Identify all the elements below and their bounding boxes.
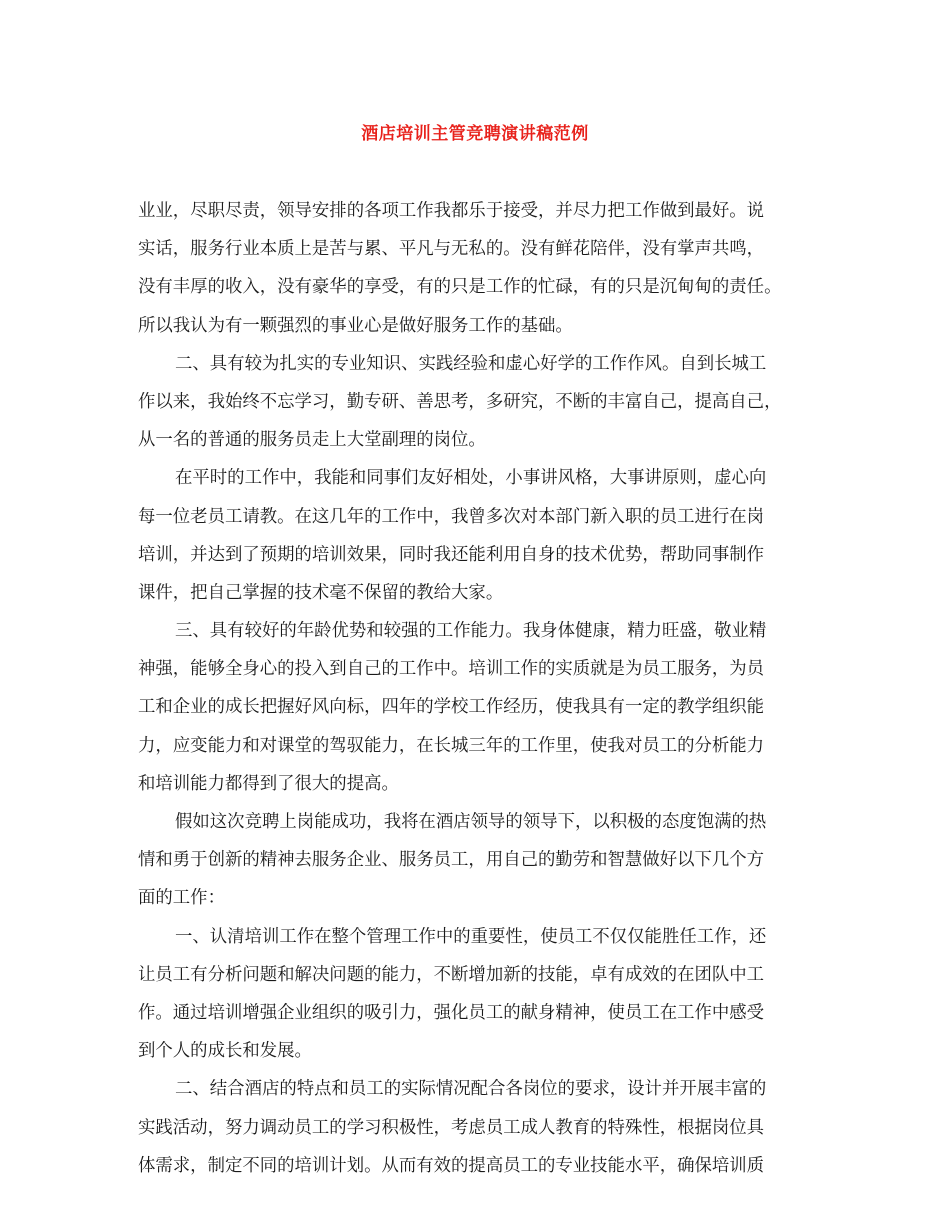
paragraph-line: 和培训能力都得到了很大的提高。 — [138, 773, 399, 794]
paragraph-line: 培训，并达到了预期的培训效果，同时我还能利用自身的技术优势，帮助同事制作 — [138, 544, 765, 565]
document-body — [138, 192, 822, 1185]
document-title: 酒店培训主管竞聘演讲稿范例 — [361, 124, 589, 144]
paragraph-line: 实话，服务行业本质上是苦与累、平凡与无私的。没有鲜花陪伴，没有掌声共鸣， — [138, 239, 765, 260]
paragraph-line: 作。通过培训增强企业组织的吸引力，强化员工的献身精神，使员工在工作中感受 — [138, 1002, 765, 1023]
paragraph-line: 从一名的普通的服务员走上大堂副理的岗位。 — [138, 430, 486, 451]
paragraph-first-line: 假如这次竞聘上岗能成功，我将在酒店领导的领导下，以积极的态度饱满的热 — [175, 812, 767, 832]
paragraph-line: 每一位老员工请教。在这几年的工作中，我曾多次对本部门新入职的员工进行在岗 — [138, 506, 765, 527]
paragraph-line: 实践活动，努力调动员工的学习积极性，考虑员工成人教育的特殊性，根据岗位具 — [138, 1117, 765, 1138]
paragraph-line: 体需求，制定不同的培训计划。从而有效的提高员工的专业技能水平，确保培训质 — [138, 1155, 765, 1176]
paragraph-line: 业业，尽职尽责，领导安排的各项工作我都乐于接受，并尽力把工作做到最好。说 — [138, 201, 765, 221]
paragraph-line: 面的工作： — [138, 888, 225, 909]
paragraph-first-line: 二、结合酒店的特点和员工的实际情况配合各岗位的要求，设计并开展丰富的 — [175, 1079, 767, 1100]
paragraph-line: 工和企业的成长把握好风向标，四年的学校工作经历，使我具有一定的教学组织能 — [138, 697, 765, 718]
paragraph-first-line: 二、具有较为扎实的专业知识、实践经验和虚心好学的工作作风。自到长城工 — [175, 353, 767, 374]
paragraph-line: 神强，能够全身心的投入到自己的工作中。培训工作的实质就是为员工服务，为员 — [138, 659, 765, 680]
paragraph-line: 到个人的成长和发展。 — [138, 1041, 312, 1062]
paragraph-line: 让员工有分析问题和解决问题的能力，不断增加新的技能，卓有成效的在团队中工 — [138, 964, 765, 985]
paragraph-first-line: 在平时的工作中，我能和同事们友好相处，小事讲风格，大事讲原则，虚心向 — [175, 468, 767, 489]
paragraph-line: 作以来，我始终不忘学习，勤专研、善思考，多研究，不断的丰富自己，提高自己， — [138, 391, 782, 412]
paragraph-line: 所以我认为有一颗强烈的事业心是做好服务工作的基础。 — [138, 315, 573, 336]
paragraph-line: 力，应变能力和对课堂的驾驭能力，在长城三年的工作里，使我对员工的分析能力 — [138, 735, 765, 756]
paragraph-line: 没有丰厚的收入，没有豪华的享受，有的只是工作的忙碌，有的只是沉甸甸的责任。 — [138, 277, 782, 298]
paragraph-first-line: 三、具有较好的年龄优势和较强的工作能力。我身体健康，精力旺盛，敬业精 — [175, 621, 767, 642]
paragraph-line: 情和勇于创新的精神去服务企业、服务员工，用自己的勤劳和智慧做好以下几个方 — [138, 850, 765, 871]
paragraph-line: 课件，把自己掌握的技术毫不保留的教给大家。 — [138, 582, 504, 603]
paragraph-first-line: 一、认清培训工作在整个管理工作中的重要性，使员工不仅仅能胜任工作，还 — [175, 926, 767, 947]
